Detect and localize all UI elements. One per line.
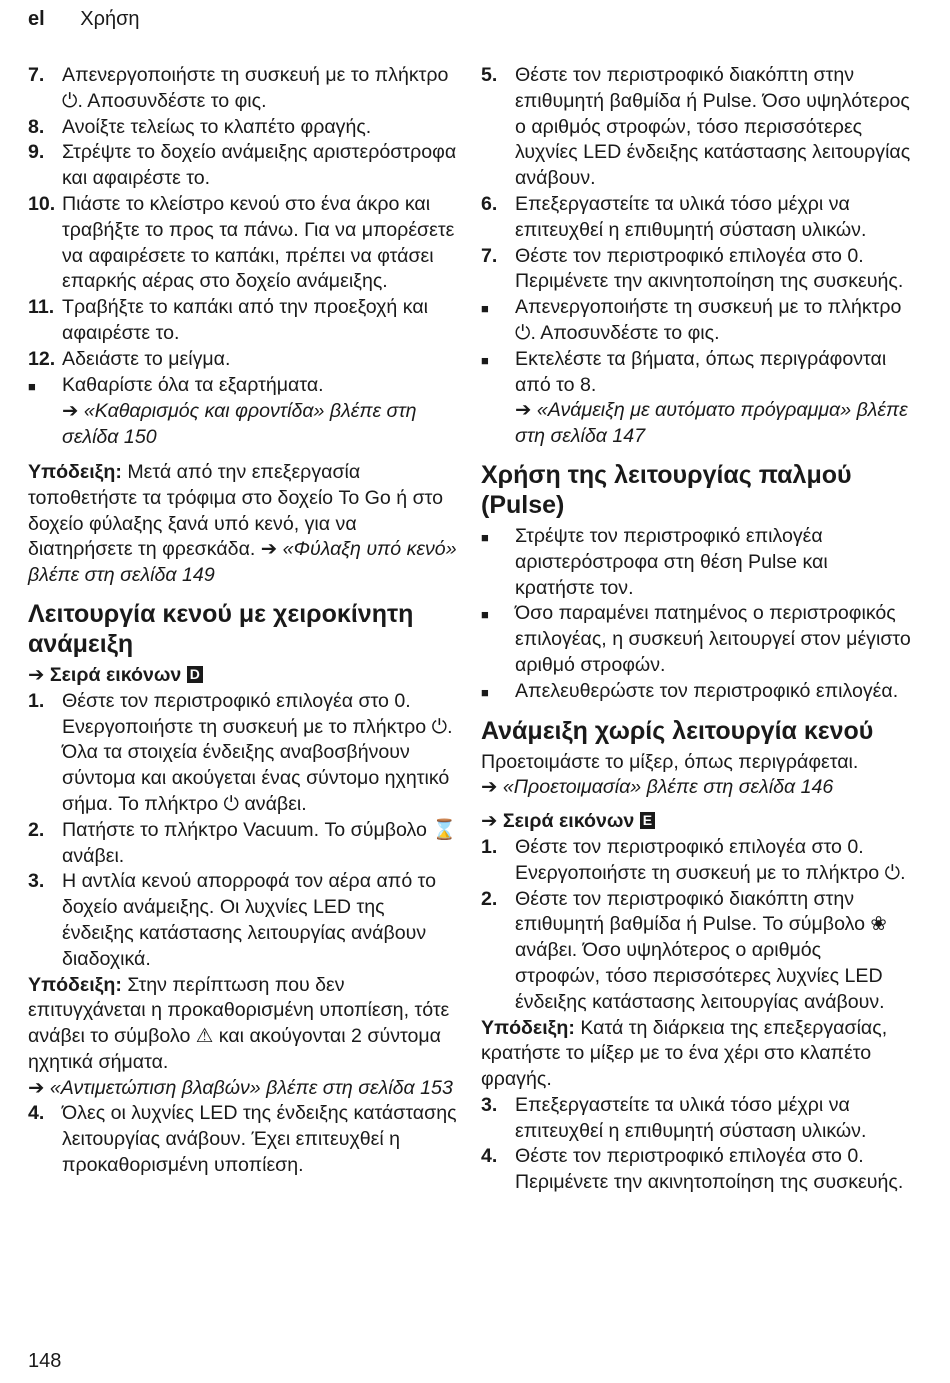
list-item-step [28, 63, 458, 115]
figure-sequence-label: Σειρά εικόνων [502, 810, 635, 833]
step-number: 12. [28, 347, 56, 370]
list-item-step [481, 835, 911, 887]
intro-text: Προετοιμάστε το μίξερ, όπως περιγράφεται. [481, 750, 859, 773]
step-number: 1. [28, 689, 45, 712]
step-text: Επεξεργαστείτε τα υλικά τόσο μέχρι να επιτευχθεί η επιθυμητή σύσταση υλικών. [515, 1093, 867, 1142]
arrow-right-icon: ➔ [481, 810, 498, 833]
step-number: 7. [28, 64, 45, 86]
cross-reference-text: «Φύλαξη υπό κενό» βλέπε στη σελίδα 149 [28, 538, 457, 587]
right-column [481, 63, 911, 1196]
note-text: Μετά από την επεξεργασία τοποθετήστε τα τρόφιμα στο δοχείο To Go ή στο δοχείο φύλαξης ξανά υπό κενό, για να διατηρήσετε τη φρεσκάδα. [28, 460, 444, 561]
bullet-text: Στρέψτε τον περιστροφικό επιλογέα αριστερόστροφα στη θέση Pulse και κρατήστε τον. [515, 524, 828, 599]
cross-reference-text: «Αντιμετώπιση βλαβών» βλέπε στη σελίδα 153 [49, 1076, 453, 1099]
step-text: Θέστε τον περιστροφικό επιλογέα στο 0. Ενεργοποιήστε τη συσκευή με το πλήκτρο ⏻. Όλα τα στοιχεία ένδειξης αναβοσβήνουν σύντομα και ακούγεται ένας σύντομο ηχητικό σήμα. Το πλήκτρο ⏻ ανάβει. [62, 689, 453, 815]
list-item-step [28, 689, 458, 818]
note-label: Υπόδειξη: [28, 460, 122, 483]
note-text: Κατά τη διάρκεια της επεξεργασίας, κρατήστε το μίξερ με το ένα χέρι στο κλαπέτο φραγής. [481, 1016, 888, 1091]
step-text: Όλες οι λυχνίες LED της ένδειξης κατάστασης λειτουργίας ανάβουν. Έχει επιτευχθεί η προκαθορισμένη υποπίεση. [62, 1102, 457, 1177]
step-number: 10. [28, 192, 56, 215]
step-number: 4. [481, 1145, 498, 1168]
bullet-text: Απελευθερώστε τον περιστροφικό επιλογέα. [515, 679, 899, 702]
step-number: 2. [28, 818, 45, 841]
step-text: Θέστε τον περιστροφικό επιλογέα στο 0. Ενεργοποιήστε τη συσκευή με το πλήκτρο ⏻. [515, 835, 906, 884]
figure-sequence [481, 809, 911, 835]
list-item-step [481, 1093, 911, 1145]
cross-reference-text: «Προετοιμασία» βλέπε στη σελίδα 146 [502, 776, 834, 799]
step-number: 9. [28, 141, 45, 164]
list-item-step [481, 192, 911, 244]
arrow-right-icon: ➔ [28, 663, 45, 686]
step-number: 7. [481, 244, 498, 267]
note [28, 460, 458, 589]
step-text: Θέστε τον περιστροφικό επιλογέα στο 0. Περιμένετε την ακινητοποίηση της συσκευής. [515, 244, 904, 293]
list-item-step [28, 192, 458, 295]
list-item-step [28, 140, 458, 192]
step-text: Τραβήξτε το καπάκι από την προεξοχή και αφαιρέστε το. [62, 296, 428, 344]
step-text: Στρέψτε το δοχείο ανάμειξης αριστερόστροφα και αφαιρέστε το. [62, 141, 457, 190]
note [481, 1016, 911, 1093]
list-item-step [481, 63, 911, 192]
step-text: Απενεργοποιήστε τη συσκευή με το πλήκτρο ⏻. Αποσυνδέστε το φις. [62, 64, 449, 112]
cross-reference-text: «Καθαρισμός και φροντίδα» βλέπε στη σελίδα 150 [62, 400, 417, 449]
bullet-square-icon: ■ [481, 529, 489, 545]
cross-reference[interactable] [481, 398, 911, 450]
note-label: Υπόδειξη: [28, 973, 122, 996]
bullet-square-icon: ■ [481, 301, 489, 317]
figure-letter-badge: D [187, 666, 203, 683]
step-number: 3. [481, 1093, 498, 1116]
arrow-right-icon: ➔ [481, 776, 498, 799]
step-number: 5. [481, 64, 498, 86]
bullet-square-icon: ■ [481, 607, 489, 623]
figure-sequence-label: Σειρά εικόνων [49, 663, 182, 686]
step-list-continued [481, 63, 911, 295]
step-number: 2. [481, 887, 498, 910]
left-column [28, 63, 458, 1179]
step-number: 3. [28, 870, 45, 893]
bullet-text: Απενεργοποιήστε τη συσκευή με το πλήκτρο ⏻. Αποσυνδέστε το φις. [515, 296, 902, 344]
bullet-square-icon: ■ [481, 352, 489, 368]
figure-letter-badge: E [640, 812, 655, 829]
step-list [481, 835, 911, 1016]
step-text: Η αντλία κενού απορροφά τον αέρα από το δοχείο ανάμειξης. Οι λυχνίες LED της ένδειξης κατάστασης λειτουργίας ανάβουν διαδοχικά. [62, 870, 437, 970]
arrow-right-icon: ➔ [515, 399, 532, 422]
list-item-step [481, 887, 911, 1016]
note [28, 973, 458, 1076]
step-text: Αδειάστε το μείγμα. [62, 347, 231, 370]
page-number: 148 [28, 1350, 62, 1372]
step-number: 8. [28, 115, 45, 138]
step-text: Θέστε τον περιστροφικό επιλογέα στο 0. Περιμένετε την ακινητοποίηση της συσκευής. [515, 1145, 904, 1194]
step-number: 4. [28, 1102, 45, 1125]
section-heading: Ανάμειξη χωρίς λειτουργία κενού [481, 716, 874, 745]
list-item-bullet [28, 373, 458, 400]
list-item-step [28, 295, 458, 347]
bullet-square-icon: ■ [481, 684, 489, 700]
step-text: Ανοίξτε τελείως το κλαπέτο φραγής. [62, 115, 372, 138]
list-item-bullet [481, 601, 911, 678]
step-text: Πιάστε το κλείστρο κενού στο ένα άκρο και τραβήξτε το προς τα πάνω. Για να μπορέσετε να αφαιρέσετε το καπάκι, πρέπει να φτάσει επαρκής αέρας στο δοχείο ανάμειξης. [62, 192, 455, 293]
step-list [481, 1093, 911, 1196]
bullet-list [481, 524, 911, 706]
cross-reference[interactable] [481, 775, 911, 801]
arrow-right-icon: ➔ [260, 538, 278, 561]
list-item-bullet [481, 295, 911, 347]
language-code: el [28, 8, 45, 30]
list-item-step [28, 1101, 458, 1178]
step-number: 1. [481, 835, 498, 858]
list-item-step [28, 869, 458, 972]
section-heading: Λειτουργία κενού με χειροκίνητη ανάμειξη [28, 599, 414, 658]
arrow-right-icon: ➔ [28, 1076, 45, 1099]
list-item-step [28, 818, 458, 870]
cross-reference[interactable] [28, 1076, 458, 1102]
list-item-step [481, 244, 911, 296]
step-number: 6. [481, 192, 498, 215]
step-text: Πατήστε το πλήκτρο Vacuum. Το σύμβολο ⌛ ανάβει. [62, 818, 457, 867]
step-text: Θέστε τον περιστροφικό διακόπτη στην επιθυμητή βαθμίδα ή Pulse. Το σύμβολο ❀ ανάβει. Όσο υψηλότερος ο αριθμός στροφών, τόσο περισσότερες λυχνίες LED ένδειξης κατάστασης λειτουργίας ανάβουν. [515, 887, 887, 1013]
cross-reference[interactable] [28, 399, 458, 451]
arrow-right-icon: ➔ [62, 400, 79, 423]
list-item-bullet [481, 679, 911, 706]
step-text: Επεξεργαστείτε τα υλικά τόσο μέχρι να επιτευχθεί η επιθυμητή σύσταση υλικών. [515, 192, 867, 241]
list-item-bullet [481, 524, 911, 601]
bullet-text: Όσο παραμένει πατημένος ο περιστροφικός επιλογέας, η συσκευή λειτουργεί στον μέγιστο αριθμό στροφών. [515, 602, 911, 676]
step-list-continued [28, 63, 458, 373]
bullet-square-icon: ■ [28, 378, 36, 394]
step-text: Θέστε τον περιστροφικό διακόπτη στην επιθυμητή βαθμίδα ή Pulse. Όσο υψηλότερος ο αριθμός στροφών, τόσο περισσότερες λυχνίες LED ένδειξης κατάστασης λειτουργίας ανάβουν. [515, 64, 911, 190]
bullet-list [481, 295, 911, 398]
page-header [28, 6, 140, 32]
list-item-step [28, 347, 458, 373]
cross-reference-text: «Ανάμειξη με αυτόματο πρόγραμμα» βλέπε στη σελίδα 147 [515, 399, 908, 448]
figure-sequence [28, 663, 458, 689]
section-heading: Χρήση της λειτουργίας παλμού (Pulse) [481, 460, 852, 519]
section-title: Χρήση [80, 8, 140, 30]
list-item-bullet [481, 347, 911, 399]
list-item-step [28, 115, 458, 141]
note-label: Υπόδειξη: [481, 1016, 575, 1039]
bullet-text: Εκτελέστε τα βήματα, όπως περιγράφονται από το 8. [515, 347, 887, 396]
list-item-step [481, 1144, 911, 1196]
bullet-text: Καθαρίστε όλα τα εξαρτήματα. [62, 373, 324, 396]
step-number: 11. [28, 296, 55, 319]
note-text: Στην περίπτωση που δεν επιτυγχάνεται η προκαθορισμένη υποπίεση, τότε ανάβει το σύμβολο ⚠ και ακούγονται 2 σύντομα ηχητικά σήματα. [28, 973, 450, 1073]
